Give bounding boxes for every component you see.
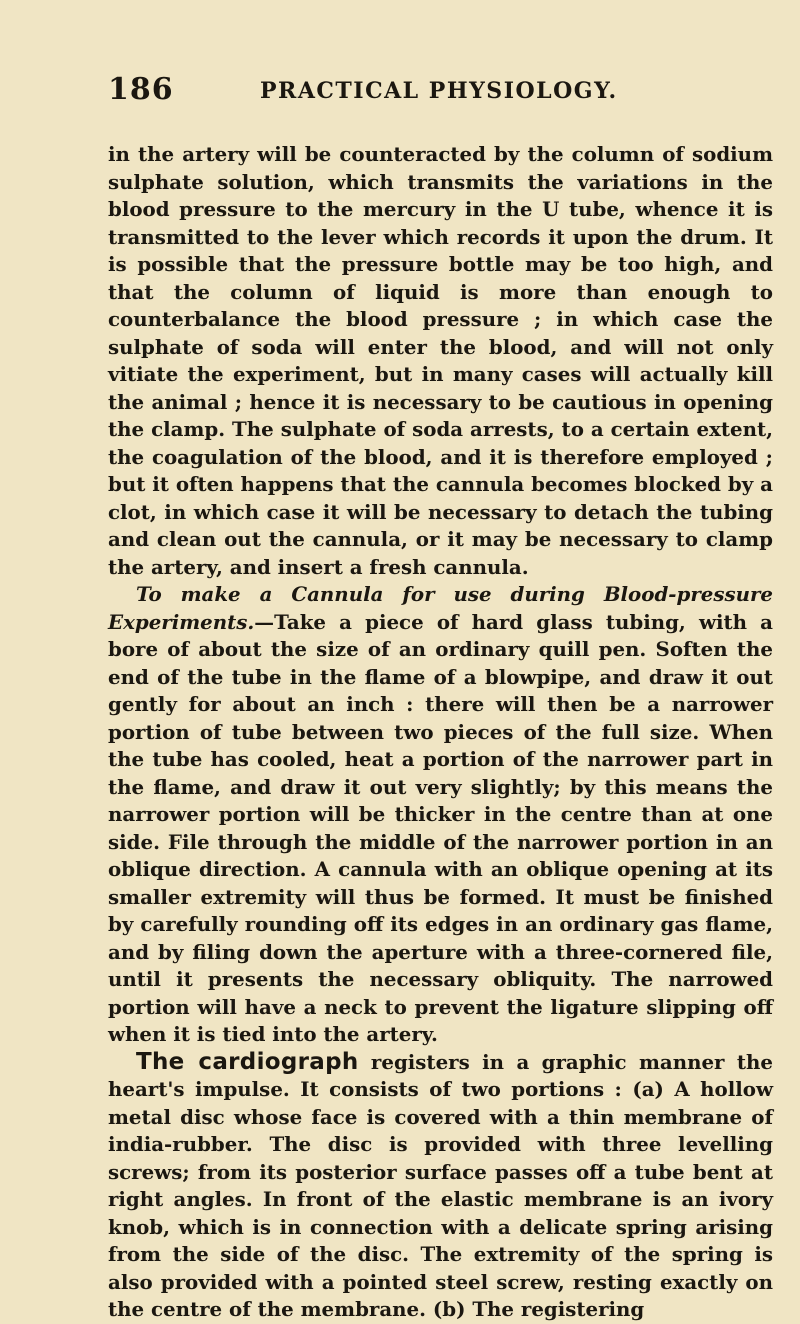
page-number: 186: [108, 72, 174, 107]
paragraph-text: The registering: [465, 1297, 645, 1321]
section-heading-cannula: To make a Cannula for use during Blood-pressure Experiments.: [108, 582, 773, 634]
paragraph-text: registers in a graphic manner the heart's impulse. It consists of two portions :: [108, 1049, 773, 1101]
paragraph-text: in the artery will be counteracted by the column of sodium sulphate solution, which transmits the variations in the blood pressure to the mercury in the U tube, whence it is transmitted to the lever which records it upon the drum. It is possible that the pressure bottle may be too high, and that the column of liquid is more than enough to counterbalance the blood pressure ; in which case the sulphate of soda will enter the blood, and will not only vitiate the experiment, but in many cases will actually kill the animal ; hence it is necessary to be cautious in opening the clamp. The sulphate of soda arrests, to a certain extent, the coagulation of the blood, and it is therefore employed ; but it often happens that the cannula becomes blocked by a clot, in which case it will be necessary to detach the tubing and clean out the cannula, or it may be necessary to clamp the artery, and insert a fresh cannula.: [108, 142, 773, 579]
paragraph-cardiograph: [108, 1049, 773, 1324]
section-heading-cardiograph: The cardiograph: [136, 1048, 359, 1075]
body-text: [108, 141, 773, 1324]
paragraph-text: —Take a piece of hard glass tubing, with a bore of about the size of an ordinary quill pen. Soften the end of the tube in the flame of a blowpipe, and draw it out gently for about an inch : there will then be a narrower portion of tube between two pieces of the full size. When the tube has cooled, heat a portion of the narrower part in the flame, and draw it out very slightly; by this means the narrower portion will be thicker in the centre than at one side. File through the middle of the narrower portion in an oblique direction. A cannula with an oblique opening at its smaller extremity will thus be formed. It must be finished by carefully rounding off its edges in an ordinary gas flame, and by filing down the aperture with a three-cornered file, until it presents the necessary obliquity. The narrowed portion will have a neck to prevent the ligature slipping off when it is tied into the artery.: [108, 609, 773, 1046]
item-label-b: (b): [432, 1297, 466, 1321]
running-head: PRACTICAL PHYSIOLOGY.: [260, 78, 618, 104]
paragraph-cannula: [108, 581, 773, 1049]
item-label-a: (a): [632, 1077, 664, 1101]
page-header: [108, 72, 768, 112]
paragraph-text: A hollow metal disc whose face is covered with a thin membrane of india-rubber. The disc is provided with three levelling screws; from its posterior surface passes off a tube bent at right angles. In front of the elastic membrane is an ivory knob, which is in connection with a delicate spring arising from the side of the disc. The extremity of the spring is also provided with a pointed steel screw, resting exactly on the centre of the membrane.: [108, 1077, 773, 1321]
paragraph-blood-pressure: [108, 141, 773, 581]
